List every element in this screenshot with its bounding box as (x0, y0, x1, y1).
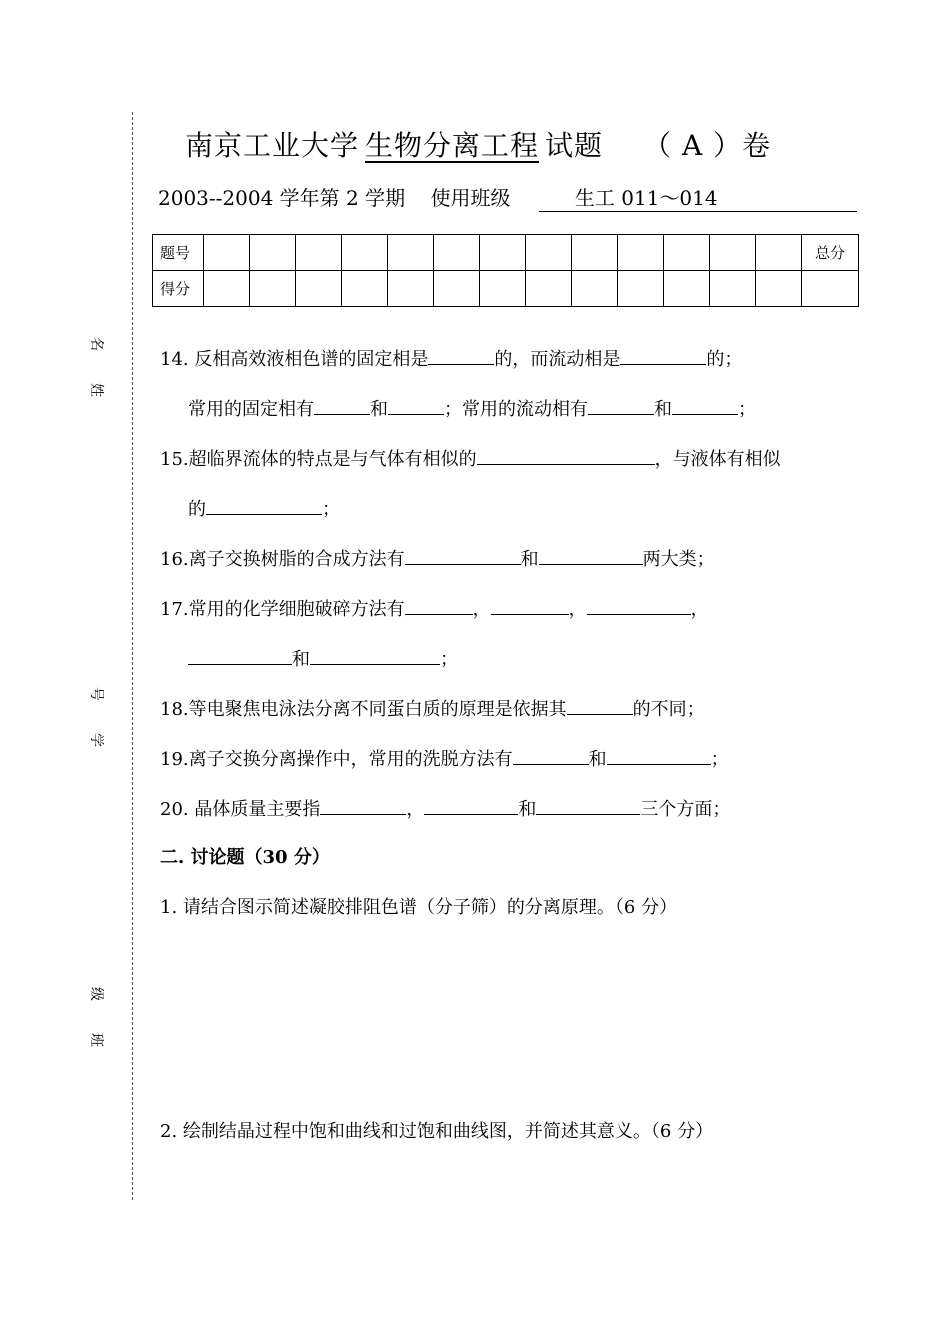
section-2-heading: 二. 讨论题（30 分） (160, 847, 330, 868)
score-cell (756, 271, 802, 307)
score-cell (480, 271, 526, 307)
answer-blank[interactable] (310, 646, 440, 665)
answer-blank[interactable] (206, 496, 322, 515)
score-cell (250, 235, 296, 271)
score-cell (342, 235, 388, 271)
answer-blank[interactable] (405, 546, 521, 565)
score-cell (664, 271, 710, 307)
score-cell (434, 235, 480, 271)
answer-blank[interactable] (477, 446, 655, 465)
row-label-score: 得分 (153, 271, 204, 307)
score-table (152, 234, 859, 307)
answer-blank[interactable] (491, 596, 569, 615)
answer-blank[interactable] (588, 396, 654, 415)
question-14-line-2: 常用的固定相有 和 ；常用的流动相有 和 ； (188, 396, 756, 422)
score-cell (296, 235, 342, 271)
question-15-line-1: 15.超临界流体的特点是与气体有相似的 ，与液体有相似 (160, 446, 781, 472)
question-18: 18.等电聚焦电泳法分离不同蛋白质的原理是依据其 的不同； (160, 696, 705, 722)
score-cell (526, 271, 572, 307)
answer-blank[interactable] (539, 546, 643, 565)
score-row-score (153, 271, 859, 307)
total-label: 总分 (802, 235, 859, 271)
exam-title (185, 124, 771, 164)
answer-blank[interactable] (388, 396, 444, 415)
answer-blank[interactable] (536, 796, 640, 815)
question-19: 19.离子交换分离操作中，常用的洗脱方法有 和 ； (160, 746, 729, 772)
score-cell (572, 235, 618, 271)
answer-blank[interactable] (587, 596, 691, 615)
answer-blank[interactable] (513, 746, 589, 765)
school-name: 南京工业大学 (185, 129, 360, 162)
exam-label: 试题 (545, 129, 604, 162)
answer-blank[interactable] (424, 796, 518, 815)
answer-blank[interactable] (405, 596, 473, 615)
score-cell (342, 271, 388, 307)
question-17-line-1: 17.常用的化学细胞破碎方法有 ， ， ， (160, 596, 709, 622)
question-15-line-2: 的 ； (188, 496, 340, 522)
score-cell (710, 271, 756, 307)
answer-blank[interactable] (607, 746, 711, 765)
discussion-question-2: 2. 绘制结晶过程中饱和曲线和过饱和曲线图，并简述其意义。（6 分） (160, 1121, 714, 1142)
course-name: 生物分离工程 (365, 129, 540, 162)
answer-blank[interactable] (428, 346, 494, 365)
score-cell (204, 235, 250, 271)
score-cell (756, 235, 802, 271)
answer-blank[interactable] (188, 646, 292, 665)
term-line (158, 182, 857, 212)
score-cell (664, 235, 710, 271)
question-20: 20. 晶体质量主要指 ， 和 三个方面； (160, 796, 730, 822)
class-label: 使用班级 (430, 186, 511, 210)
row-label-question-number: 题号 (153, 235, 204, 271)
score-cell (618, 235, 664, 271)
score-cell (572, 271, 618, 307)
answer-blank[interactable] (314, 396, 370, 415)
question-14-line-1: 14. 反相高效液相色谱的固定相是 的，而流动相是 的； (160, 346, 742, 372)
score-cell (480, 235, 526, 271)
paper-version: （ A ）卷 (643, 129, 772, 162)
side-label-name: 名 姓 (88, 337, 104, 397)
score-cell (296, 271, 342, 307)
class-value: 生工 011～014 (539, 182, 857, 212)
term-text: 2003--2004 学年第 2 学期 (158, 186, 406, 210)
question-17-line-2: 和 ； (188, 646, 458, 672)
total-score-cell (802, 271, 859, 307)
score-cell (250, 271, 296, 307)
side-label-student-id: 号 学 (88, 687, 104, 747)
answer-blank[interactable] (620, 346, 706, 365)
score-cell (526, 235, 572, 271)
binding-line (132, 112, 133, 1200)
score-cell (204, 271, 250, 307)
answer-blank[interactable] (672, 396, 738, 415)
answer-blank[interactable] (567, 696, 633, 715)
score-cell (388, 271, 434, 307)
score-cell (618, 271, 664, 307)
question-16: 16.离子交换树脂的合成方法有 和 两大类； (160, 546, 715, 572)
side-label-class: 级 班 (88, 987, 104, 1047)
score-cell (434, 271, 480, 307)
score-row-question-number (153, 235, 859, 271)
score-cell (710, 235, 756, 271)
answer-blank[interactable] (320, 796, 406, 815)
score-cell (388, 235, 434, 271)
discussion-question-1: 1. 请结合图示简述凝胶排阻色谱（分子筛）的分离原理。（6 分） (160, 897, 678, 918)
